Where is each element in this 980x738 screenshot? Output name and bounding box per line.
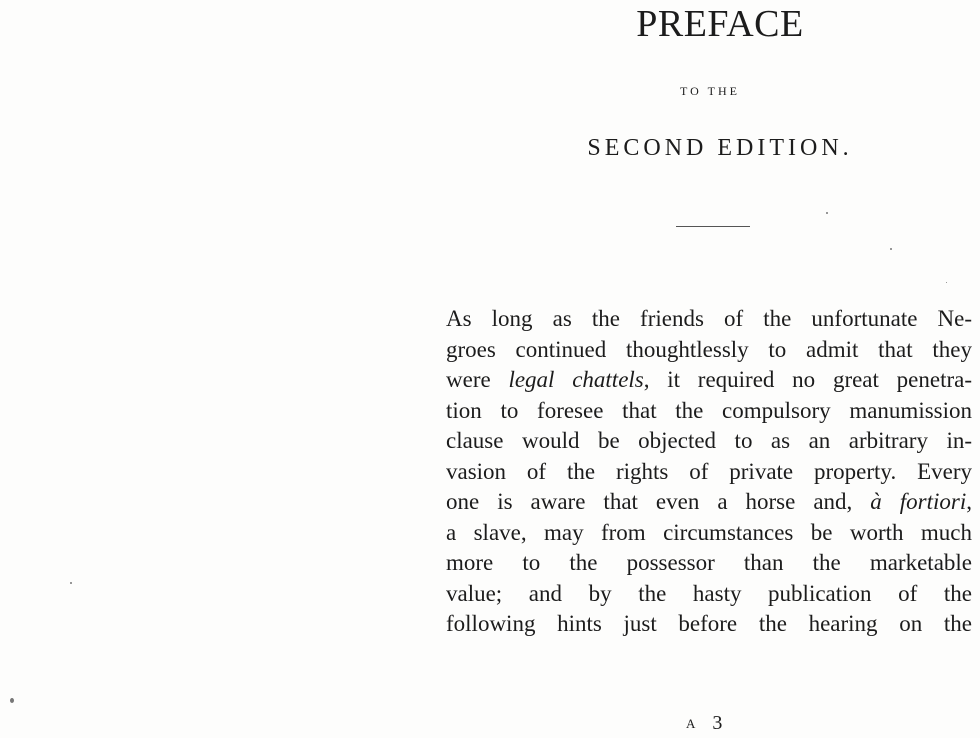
scan-speck [826,212,828,214]
edition-subtitle: SECOND EDITION. [587,135,853,161]
scan-speck [946,282,947,283]
preface-body [446,304,972,640]
scan-speck [70,582,72,584]
body-line: clause would be objected to as an arbitrary in- [446,428,972,453]
italic-phrase: legal chattels [508,367,644,392]
body-line: value; and by the hasty publication of the [446,580,972,606]
body-line: groes continued thoughtlessly to admit that they [446,336,972,362]
body-line: a slave, may from circumstances be worth much [446,519,972,545]
italic-phrase: à fortiori [870,489,967,514]
signature-number: 3 [712,712,729,734]
to-the-subtitle: TO THE [680,84,740,98]
scan-speck [890,248,892,250]
body-line: more to the possessor than the marketable [446,550,972,575]
body-line: one is aware that even a horse and, à fortiori, [446,489,972,514]
body-line: were legal chattels, it required no great penetra- [446,367,973,392]
body-line: vasion of the rights of private property. Every [446,458,972,484]
scan-speck [10,698,14,703]
signature-letter: A [686,716,702,731]
body-line: tion to foresee that the compulsory manumission [446,397,972,423]
body-line: As long as the friends of the unfortunate Ne- [446,306,972,331]
preface-title: PREFACE [636,3,804,45]
signature-mark [686,712,728,735]
body-line: following hints just before the hearing on the [446,611,972,636]
decorative-rule [676,226,750,227]
